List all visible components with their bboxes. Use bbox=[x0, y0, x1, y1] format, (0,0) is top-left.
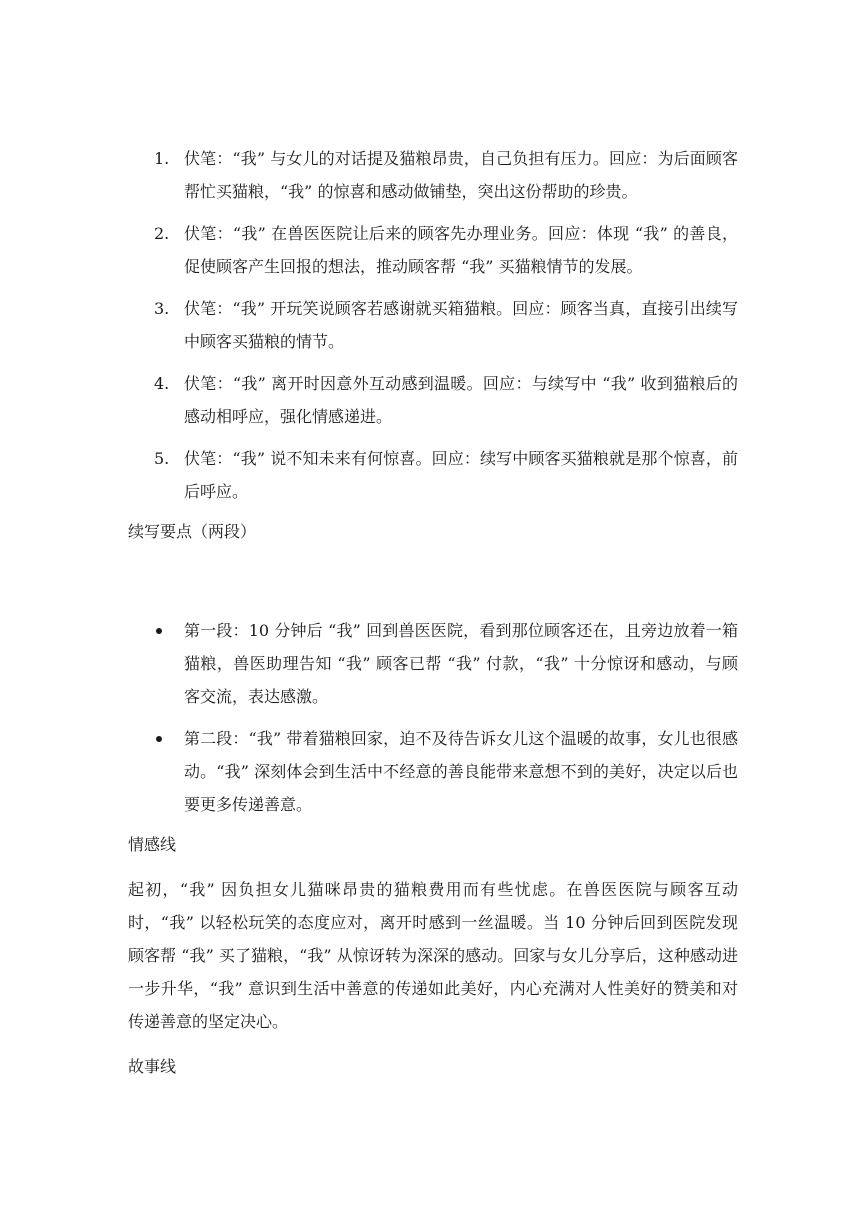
bullet-item-text: 第一段：10 分钟后 “我” 回到兽医医院，看到那位顾客还在，且旁边放着一箱猫粮，兽医助理告知 “我” 顾客已帮 “我” 付款，“我” 十分惊讶和感动，与顾客交流，表达感激。 bbox=[184, 621, 738, 706]
emotion-paragraph: 起初，“我” 因负担女儿猫咪昂贵的猫粮费用而有些忧虑。在兽医医院与顾客互动时，“我” 以轻松玩笑的态度应对，离开时感到一丝温暖。当 10 分钟后回到医院发现顾客帮 “我” 买了猫粮，“我” 从惊讶转为深深的感动。回家与女儿分享后，这种感动进一步升华，“我” 意识到生活中善意的传递如此美好，内心充满对人性美好的赞美和对传递善意的坚定决心。 bbox=[128, 880, 738, 1031]
list-item bbox=[128, 142, 738, 208]
document-content bbox=[128, 142, 738, 1083]
bullet-icon bbox=[156, 736, 162, 742]
bullet-item bbox=[128, 614, 738, 713]
spacer bbox=[128, 548, 738, 614]
section-heading-emotion: 情感线 bbox=[128, 835, 177, 854]
continuation-points-list bbox=[128, 614, 738, 821]
list-item-text: 伏笔：“我” 与女儿的对话提及猫粮昂贵，自己负担有压力。回应：为后面顾客帮忙买猫粮，“我” 的惊喜和感动做铺垫，突出这份帮助的珍贵。 bbox=[184, 149, 738, 201]
list-item-text: 伏笔：“我” 在兽医医院让后来的顾客先办理业务。回应：体现 “我” 的善良，促使顾客产生回报的想法，推动顾客帮 “我” 买猫粮情节的发展。 bbox=[184, 224, 738, 276]
list-item-text: 伏笔：“我” 离开时因意外互动感到温暖。回应：与续写中 “我” 收到猫粮后的感动相呼应，强化情感递进。 bbox=[184, 374, 738, 426]
list-item-text: 伏笔：“我” 说不知未来有何惊喜。回应：续写中顾客买猫粮就是那个惊喜，前后呼应。 bbox=[184, 449, 738, 501]
foreshadowing-list bbox=[128, 142, 738, 508]
list-item bbox=[128, 442, 738, 508]
list-item bbox=[128, 217, 738, 283]
list-number: 3. bbox=[154, 299, 170, 318]
section-heading-continue: 续写要点（两段） bbox=[128, 522, 257, 541]
list-item bbox=[128, 292, 738, 358]
bullet-item bbox=[128, 722, 738, 821]
list-number: 5. bbox=[154, 449, 170, 468]
list-number: 4. bbox=[154, 374, 170, 393]
list-number: 1. bbox=[154, 149, 170, 168]
list-item bbox=[128, 367, 738, 433]
section-heading-story: 故事线 bbox=[128, 1057, 177, 1076]
list-number: 2. bbox=[154, 224, 170, 243]
bullet-item-text: 第二段：“我” 带着猫粮回家，迫不及待告诉女儿这个温暖的故事，女儿也很感动。“我” 深刻体会到生活中不经意的善良能带来意想不到的美好，决定以后也要更多传递善意。 bbox=[184, 729, 738, 814]
bullet-icon bbox=[156, 628, 162, 634]
list-item-text: 伏笔：“我” 开玩笑说顾客若感谢就买箱猫粮。回应：顾客当真，直接引出续写中顾客买猫粮的情节。 bbox=[184, 299, 738, 351]
